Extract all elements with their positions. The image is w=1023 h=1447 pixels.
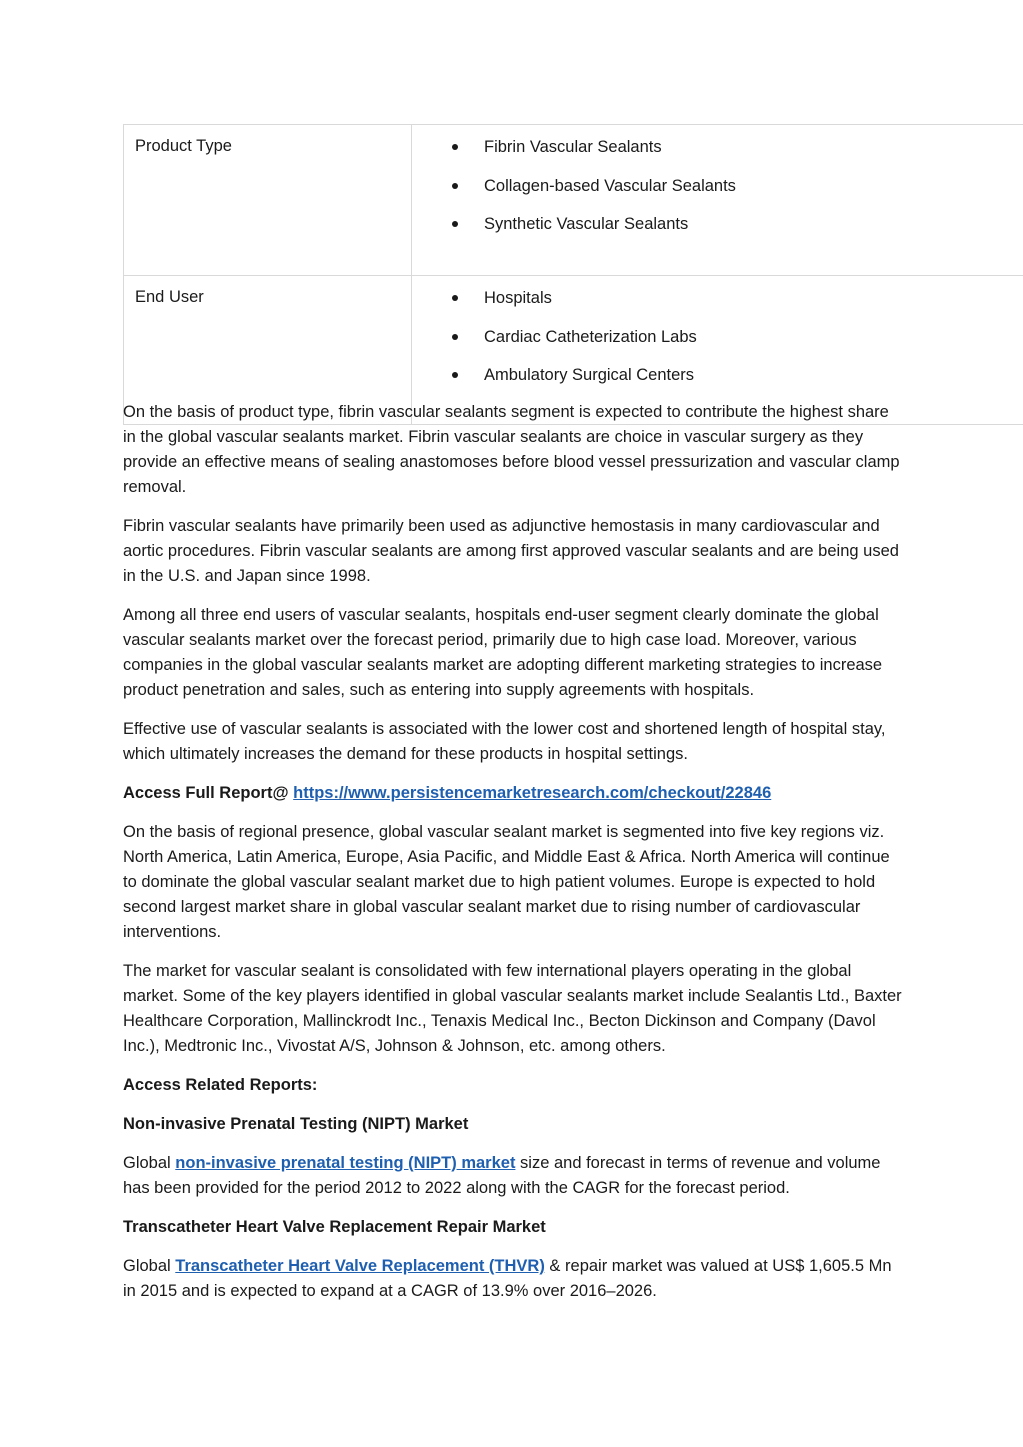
thvr-paragraph [123,1254,903,1304]
nipt-report-link[interactable]: non-invasive prenatal testing (NIPT) market [175,1154,516,1172]
paragraph: On the basis of regional presence, global vascular sealant market is segmented into five key regions viz. North America, Latin America, Europe, Asia Pacific, and Middle East & Africa. North America will continue to dominate the global vascular sealant market due to high patient volumes. Europe is expected to hold second largest market share in global vascular sealant market due to rising number of cardiovascular interventions. [123,823,890,941]
paragraph: Effective use of vascular sealants is associated with the lower cost and shortened length of hospital stay, which ultimately increases the demand for these products in hospital settings. [123,720,886,763]
paragraph: On the basis of product type, fibrin vascular sealants segment is expected to contribute the highest share in the global vascular sealants market. Fibrin vascular sealants are choice in vascular surgery as they provide an effective means of sealing anastomoses before blood vessel pressurization and vascular clamp removal. [123,403,900,496]
nipt-suffix: size and forecast in terms of revenue and volume has been provided for the period 2012 to 2022 along with the CAGR for the forecast period. [123,1154,881,1197]
segmentation-table [123,124,1023,425]
list-item [412,214,1023,234]
paragraph: Fibrin vascular sealants have primarily been used as adjunctive hemostasis in many cardiovascular and aortic procedures. Fibrin vascular sealants are among first approved vascular sealants and are being used in the U.S. and Japan since 1998. [123,517,899,585]
list-item [412,137,1023,157]
bullet-list [412,137,1023,234]
segment-label: End User [124,276,412,425]
list-item [412,327,1023,347]
list-item [412,365,1023,385]
list-item [412,176,1023,196]
bullet-icon [452,144,458,150]
nipt-paragraph [123,1151,903,1201]
list-item-text: Synthetic Vascular Sealants [484,215,689,233]
thvr-prefix: Global [123,1257,176,1275]
access-full-report [123,781,903,806]
segment-values [412,125,1023,276]
list-item-text: Cardiac Catheterization Labs [484,327,697,346]
paragraph: The market for vascular sealant is consolidated with few international players operating in the global market. Some of the key players identified in global vascular sealants market include Sealantis Ltd., Baxter Healthcare Corporation, Mallinckrodt Inc., Tenaxis Medical Inc., Becton Dickinson and Company (Davol Inc.), Medtronic Inc., Vivostat A/S, Johnson & Johnson, etc. among others. [123,962,902,1055]
thvr-report-link[interactable]: Transcatheter Heart Valve Replacement (THVR) [175,1257,545,1275]
table-row [124,125,1023,276]
nipt-prefix: Global [123,1154,176,1172]
list-item-text: Collagen-based Vascular Sealants [484,176,736,195]
body-text [123,400,903,1318]
related-reports-heading: Access Related Reports: [123,1076,318,1094]
paragraph: Among all three end users of vascular sealants, hospitals end-user segment clearly dominate the global vascular sealants market over the forecast period, primarily due to high case load. Moreover, various companies in the global vascular sealants market are adopting different marketing strategies to increase product penetration and sales, such as entering into supply agreements with hospitals. [123,606,883,699]
bullet-icon [452,334,458,340]
checkout-link[interactable]: https://www.persistencemarketresearch.com/checkout/22846 [293,784,772,802]
access-label: Access Full Report@ [123,784,289,802]
list-item-text: Ambulatory Surgical Centers [484,366,695,384]
segment-label: Product Type [124,125,412,276]
bullet-icon [452,221,458,227]
bullet-icon [452,295,458,301]
thvr-heading: Transcatheter Heart Valve Replacement Repair Market [123,1218,546,1236]
nipt-heading: Non-invasive Prenatal Testing (NIPT) Market [123,1115,469,1133]
bullet-icon [452,372,458,378]
list-item-text: Fibrin Vascular Sealants [484,138,662,156]
list-item-text: Hospitals [484,289,552,307]
thvr-suffix: & repair market was valued at US$ 1,605.5 Mn in 2015 and is expected to expand at a CAGR of 13.9% over 2016–2026. [123,1257,892,1300]
list-item [412,288,1023,308]
bullet-icon [452,183,458,189]
bullet-list [412,288,1023,385]
